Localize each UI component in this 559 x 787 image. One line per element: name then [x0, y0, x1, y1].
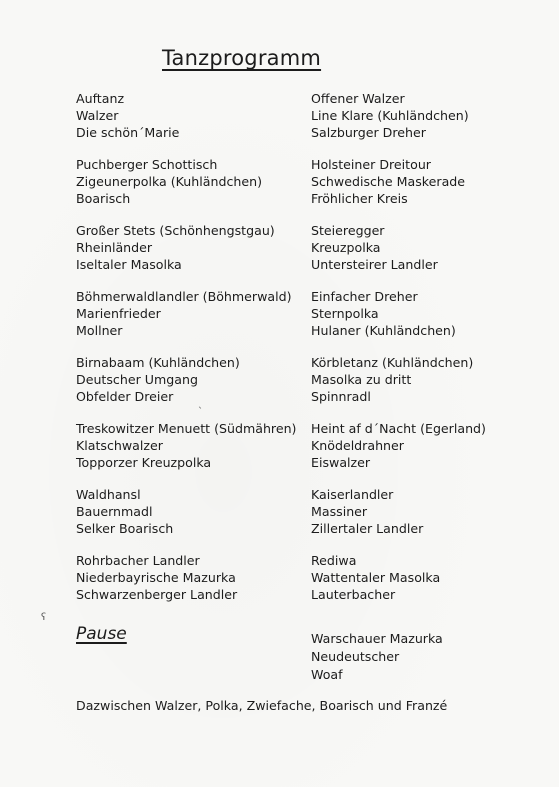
dance-item: Offener Walzer — [311, 91, 405, 106]
dance-item: Schwarzenberger Landler — [76, 587, 238, 602]
dance-group — [311, 222, 551, 273]
dance-item: Auftanz — [76, 91, 125, 106]
dance-group — [76, 222, 316, 273]
dance-item: Untersteirer Landler — [311, 257, 438, 272]
dance-item: Großer Stets (Schönhengstgau) — [76, 223, 275, 238]
dance-item: Deutscher Umgang — [76, 372, 198, 387]
dance-group — [311, 420, 551, 471]
dance-item: Schwedische Maskerade — [311, 174, 466, 189]
dance-item: Klatschwalzer — [76, 438, 163, 453]
dance-item: Puchberger Schottisch — [76, 157, 218, 172]
scan-mark: ʕ — [41, 612, 47, 623]
dance-item: Walzer — [76, 108, 119, 123]
dance-item: Line Klare (Kuhländchen) — [311, 108, 469, 123]
dance-item: Steieregger — [311, 223, 385, 238]
dance-item: Marienfrieder — [76, 306, 161, 321]
dance-item: Wattentaler Masolka — [311, 570, 441, 585]
dance-item: Treskowitzer Menuett (Südmähren) — [76, 421, 297, 436]
dance-item: Mollner — [76, 323, 123, 338]
dance-item: Knödeldrahner — [311, 438, 404, 453]
dance-item: Iseltaler Masolka — [76, 257, 182, 272]
right-dance-column — [311, 90, 551, 618]
footer-note: Dazwischen Walzer, Polka, Zwiefache, Boarisch und Franzé — [76, 698, 448, 713]
dance-item: Birnabaam (Kuhländchen) — [76, 355, 240, 370]
dance-item: Hulaner (Kuhländchen) — [311, 323, 456, 338]
dance-group — [76, 288, 316, 339]
dance-item: Einfacher Dreher — [311, 289, 418, 304]
dance-group — [76, 552, 316, 603]
dance-group — [76, 420, 316, 471]
dance-item: Boarisch — [76, 191, 131, 206]
page-title: Tanzprogramm — [162, 46, 322, 70]
dance-item: Salzburger Dreher — [311, 125, 426, 140]
dance-group — [311, 156, 551, 207]
pause-heading: Pause — [76, 624, 127, 644]
dance-group — [311, 486, 551, 537]
dance-item: Rediwa — [311, 553, 357, 568]
left-dance-column — [76, 90, 316, 618]
dance-item: Rohrbacher Landler — [76, 553, 200, 568]
dance-item: Massiner — [311, 504, 368, 519]
dance-item: Masolka zu dritt — [311, 372, 412, 387]
dance-item: Bauernmadl — [76, 504, 153, 519]
dance-item: Kaiserlandler — [311, 487, 394, 502]
dance-group — [311, 288, 551, 339]
dance-group — [76, 354, 316, 405]
dance-item: Woaf — [311, 667, 343, 682]
dance-group — [311, 90, 551, 141]
dance-group — [76, 486, 316, 537]
dance-group — [311, 354, 551, 405]
dance-item: Selker Boarisch — [76, 521, 174, 536]
dance-item: Körbletanz (Kuhländchen) — [311, 355, 474, 370]
dance-item: Fröhlicher Kreis — [311, 191, 408, 206]
dance-item: Topporzer Kreuzpolka — [76, 455, 212, 470]
dance-item: Niederbayrische Mazurka — [76, 570, 236, 585]
dance-item: Spinnradl — [311, 389, 371, 404]
dance-item: Holsteiner Dreitour — [311, 157, 431, 172]
dance-group — [76, 90, 316, 141]
dance-group-after-pause — [311, 630, 443, 684]
dance-item: Zigeunerpolka (Kuhländchen) — [76, 174, 262, 189]
dance-item: Rheinländer — [76, 240, 153, 255]
dance-item: Kreuzpolka — [311, 240, 381, 255]
dance-item: Zillertaler Landler — [311, 521, 424, 536]
dance-item: Böhmerwaldlandler (Böhmerwald) — [76, 289, 292, 304]
dance-group — [76, 156, 316, 207]
scan-mark: ˎ — [198, 398, 203, 409]
dance-item: Obfelder Dreier — [76, 389, 174, 404]
dance-item: Lauterbacher — [311, 587, 396, 602]
dance-item: Sternpolka — [311, 306, 379, 321]
dance-item: Neudeutscher — [311, 649, 400, 664]
dance-item: Heint af d´Nacht (Egerland) — [311, 421, 486, 436]
dance-item: Die schön´Marie — [76, 125, 180, 140]
dance-group — [311, 552, 551, 603]
dance-item: Eiswalzer — [311, 455, 371, 470]
dance-item: Warschauer Mazurka — [311, 631, 443, 646]
dance-item: Waldhansl — [76, 487, 141, 502]
